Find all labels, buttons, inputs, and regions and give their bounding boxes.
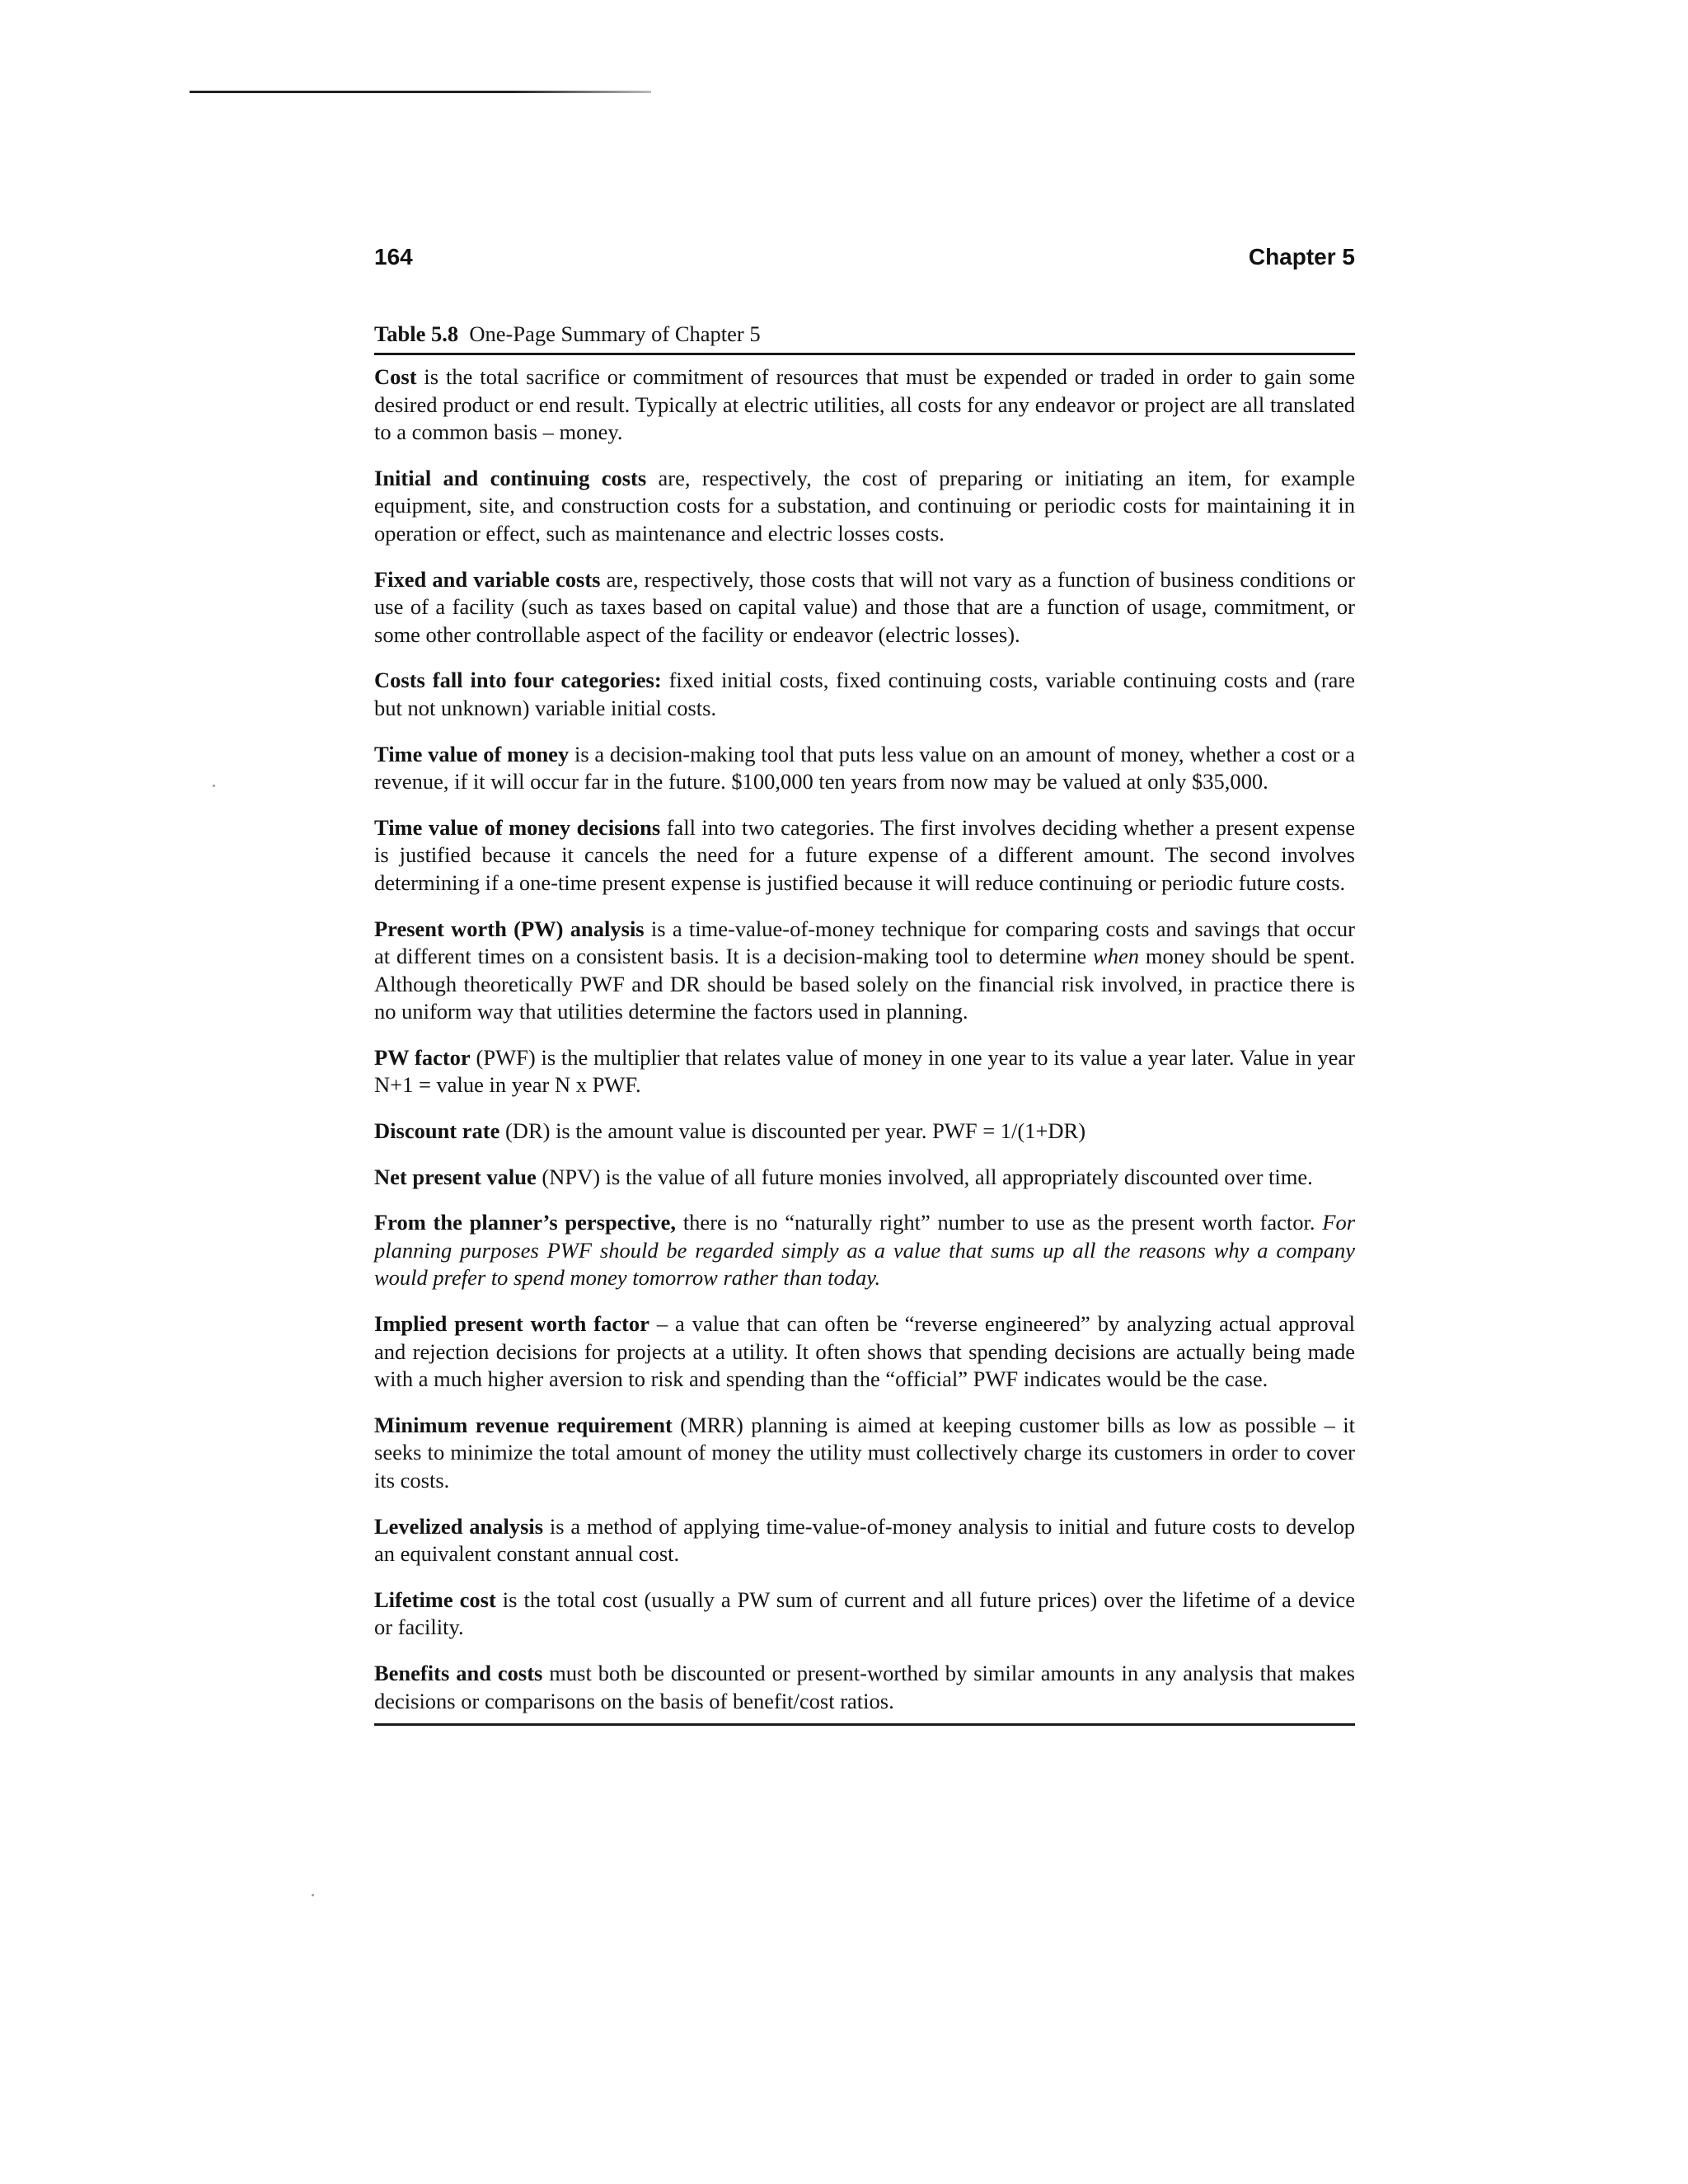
entry-implied-pw-factor: [374, 1310, 1355, 1394]
entry-text: (MRR) planning is aimed at keeping customer bills as low as possible – it seeks to minimize the total amount of money the utility must collectively charge its customers in order to cover its costs.: [374, 1412, 1355, 1493]
scan-speck: [213, 785, 215, 787]
entry-term: Implied present worth factor: [374, 1311, 649, 1337]
entry-text: there is no “naturally right” number to use as the present worth factor.: [676, 1210, 1323, 1235]
entry-term: Minimum revenue requirement: [374, 1412, 673, 1437]
entry-term: Time value of money decisions: [374, 814, 661, 840]
entry-text: must both be discounted or present-worthed by similar amounts in any analysis that makes decisions or comparisons on the basis of benefit/cost ratios.: [374, 1660, 1355, 1713]
entry-benefits-and-costs: [374, 1660, 1355, 1715]
entry-text: (NPV) is the value of all future monies involved, all appropriately discounted over time.: [536, 1164, 1313, 1189]
entry-planner-perspective: [374, 1209, 1355, 1292]
entry-text-continued: money should be spent. Although theoretically PWF and DR should be based solely on the financial risk involved, in practice there is no uniform way that utilities determine the factors used in planning.: [374, 944, 1355, 1024]
entry-term: Discount rate: [374, 1118, 500, 1144]
entry-text: is a time-value-of-money technique for comparing costs and savings that occur at different times on a consistent basis. It is a decision-making tool to determine: [374, 916, 1355, 969]
entry-text: (PWF) is the multiplier that relates value of money in one year to its value a year later. Value in year N+1 = value in year N x PWF.: [374, 1044, 1355, 1098]
page-header: [374, 244, 1355, 270]
table-bottom-rule: [374, 1723, 1355, 1726]
entry-text: is a method of applying time-value-of-money analysis to initial and future costs to develop an equivalent constant annual cost.: [374, 1513, 1355, 1567]
entry-discount-rate: [374, 1118, 1355, 1146]
entry-text: is the total sacrifice or commitment of resources that must be expended or traded in order to gain some desired product or end result. Typically at electric utilities, all costs for any endeavor or project are all translated to a common basis – money.: [374, 364, 1355, 445]
entry-term: Time value of money: [374, 741, 570, 766]
entry-text: (DR) is the amount value is discounted per year. PWF = 1/(1+DR): [499, 1118, 1086, 1144]
entry-term: Lifetime cost: [374, 1586, 496, 1612]
entry-cost-categories: [374, 667, 1355, 722]
entry-term: Cost: [374, 364, 417, 389]
entry-term: Initial and continuing costs: [374, 465, 647, 490]
entry-initial-continuing-costs: [374, 465, 1355, 548]
chapter-title: Chapter 5: [1248, 244, 1355, 269]
entry-minimum-revenue-requirement: [374, 1412, 1355, 1495]
scan-speck: [312, 1894, 314, 1896]
entry-pw-factor: [374, 1044, 1355, 1099]
table-caption: [374, 320, 1355, 355]
table-title: One-Page Summary of Chapter 5: [469, 321, 761, 346]
entry-cost: [374, 363, 1355, 447]
entry-text: is the total cost (usually a PW sum of current and all future prices) over the lifetime of a device or facility.: [374, 1586, 1355, 1640]
entry-term: Net present value: [374, 1164, 537, 1189]
entry-net-present-value: [374, 1164, 1355, 1192]
entry-term: PW factor: [374, 1044, 471, 1070]
scan-top-rule: [190, 91, 651, 93]
entry-text: is a decision-making tool that puts less value on an amount of money, whether a cost or a revenue, if it will occur far in the future. $100,000 ten years from now may be valued at only $35,000.: [374, 741, 1355, 794]
entry-italic-text: For planning purposes PWF should be regarded simply as a value that sums up all the reasons why a company would prefer to spend money tomorrow rather than today.: [374, 1210, 1356, 1291]
entry-term: Fixed and variable costs: [374, 566, 601, 592]
summary-table: [374, 320, 1355, 1726]
entry-term: Benefits and costs: [374, 1660, 543, 1685]
entry-text: are, respectively, the cost of preparing or initiating an item, for example equipment, site, and construction costs for a substation, and continuing or periodic costs for maintaining it in operation or effect, such as maintenance and electric losses costs.: [374, 465, 1355, 546]
entry-fixed-variable-costs: [374, 566, 1355, 649]
table-label: Table 5.8: [374, 321, 459, 346]
entry-levelized-analysis: [374, 1513, 1355, 1568]
page-number: 164: [374, 244, 413, 269]
entry-text: fall into two categories. The first involves deciding whether a present expense is justified because it cancels the need for a future expense of a different amount. The second involves determining if a one-time present expense is justified because it will reduce continuing or periodic future costs.: [374, 814, 1356, 895]
entry-time-value-decisions: [374, 814, 1355, 898]
entry-term: Levelized analysis: [374, 1513, 544, 1539]
entry-time-value-of-money: [374, 741, 1355, 796]
entry-term: Costs fall into four categories:: [374, 668, 662, 693]
entry-term: From the planner’s perspective,: [374, 1210, 677, 1235]
entry-present-worth-analysis: [374, 916, 1355, 1026]
entry-text: are, respectively, those costs that will not vary as a function of business conditions or use of a facility (such as taxes based on capital value) and those that are a function of usage, commitment, or some other controllable aspect of the facility or endeavor (electric losses).: [374, 566, 1355, 647]
entry-text: – a value that can often be “reverse engineered” by analyzing actual approval and rejection decisions for projects at a utility. It often shows that spending decisions are actually being made with a much higher aversion to risk and spending than the “official” PWF indicates would be the case.: [374, 1311, 1355, 1392]
summary-entries: [374, 363, 1355, 1715]
entry-lifetime-cost: [374, 1586, 1355, 1642]
entry-text: fixed initial costs, fixed continuing costs, variable continuing costs and (rare but not unknown) variable initial costs.: [374, 668, 1355, 720]
entry-italic-text: when: [1093, 944, 1139, 969]
entry-term: Present worth (PW) analysis: [374, 916, 645, 941]
